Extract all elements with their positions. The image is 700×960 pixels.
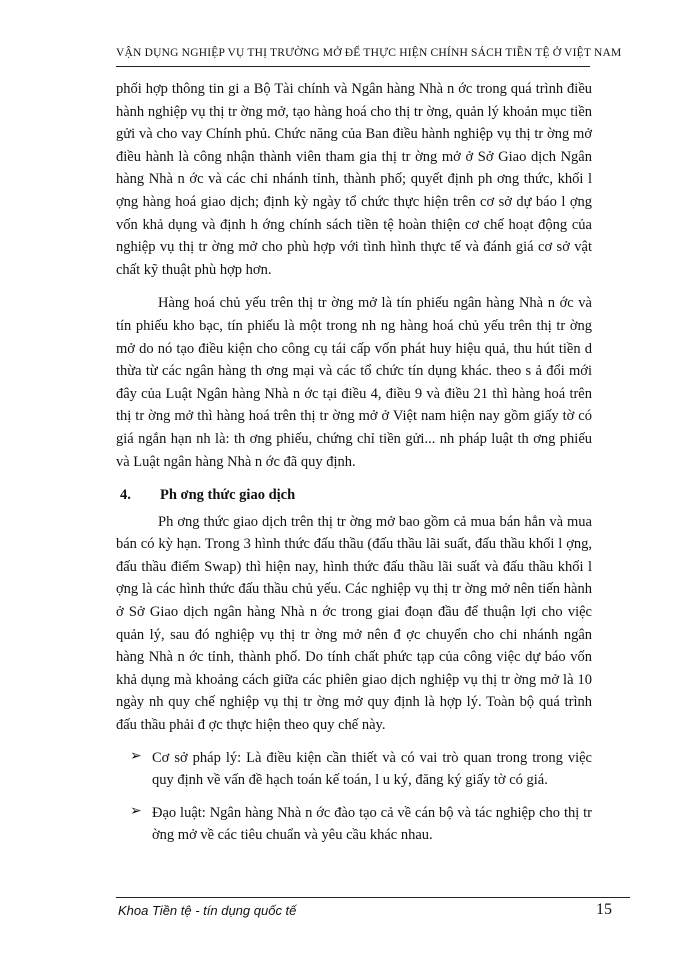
running-header: VẬN DỤNG NGHIỆP VỤ THỊ TRƯỜNG MỞ ĐỂ THỰC HIỆN CHÍNH SÁCH TIỀN TỆ Ở VIỆT NAM: [116, 47, 622, 59]
paragraph-continuation: phối hợp thông tin gi a Bộ Tài chính và Ngân hàng Nhà n ớc trong quá trình điều hành nghiệp vụ thị tr ờng mở, tạo hàng hoá cho thị tr ờng, quản lý khoản mục tiền gửi và cho vay Chính phủ. Chức năng của Ban điều hành nghiệp vụ thị tr ờng mở điều hành là công nhận thành viên tham gia thị tr ờng mở ở Sở Giao dịch Ngân hàng Nhà n ớc và các chi nhánh tỉnh, thành phố; quyết định ph ơng thức, khối l ợng hàng hoá giao dịch; định kỳ ngày tổ chức thực hiện trên cơ sở dự báo l ợng vốn khả dụng và định h ớng chính sách tiền tệ hoàn thiện cơ chế hoạt động của nghiệp vụ thị tr ờng mở cho phù hợp với tình hình thực tế và đánh giá cơ sở vật chất kỹ thuật phù hợp hơn.: [116, 81, 592, 278]
arrow-bullet-icon: ➢: [130, 748, 142, 764]
bullet-item: [116, 747, 592, 792]
header-divider: [116, 66, 590, 67]
footer-faculty: Khoa Tiền tệ - tín dụng quốc tế: [118, 903, 297, 918]
paragraph-goods: Hàng hoá chủ yếu trên thị tr ờng mở là tín phiếu ngân hàng Nhà n ớc và tín phiếu kho bạc, tín phiếu là một trong nh ng hàng hoá chủ yếu trên thị tr ờng mở do nó tạo điều kiện cho công cụ tái cấp vốn phát huy hiệu quả, thu hút tiền d thừa từ các ngân hàng th ơng mại và các tổ chức tín dụng khác. theo s ả đổi mới đây của Luật Ngân hàng Nhà n ớc tại điều 4, điều 9 và điều 21 thì hàng hoá trên thị tr ờng mở thì hàng hoá trên thị tr ờng mở ở Việt nam hiện nay gồm giấy tờ có giá ngắn hạn nh là: th ơng phiếu, chứng chỉ tiền gửi... nh pháp luật th ơng phiếu và Luật ngân hàng Nhà n ớc đã quy định.: [116, 295, 592, 470]
page-body: [116, 78, 592, 847]
page-number: 15: [596, 901, 612, 918]
arrow-bullet-icon: ➢: [130, 803, 142, 819]
bullet-text-law: Đạo luật: Ngân hàng Nhà n ớc đào tạo cả về cán bộ và tác nghiệp cho thị tr ờng mở về các tiêu chuẩn và yêu cầu khác nhau.: [152, 804, 592, 844]
bullet-text-legal-basis: Cơ sở pháp lý: Là điều kiện cần thiết và có vai trò quan trong trong việc quy định về vấn đề hạch toán kế toán, l u ký, đăng ký giấy tờ có giá.: [152, 749, 592, 789]
section-title: Ph ơng thức giao dịch: [160, 487, 296, 504]
section-number: 4.: [120, 487, 131, 504]
paragraph-trading-method: Ph ơng thức giao dịch trên thị tr ờng mở bao gồm cả mua bán hẳn và mua bán có kỳ hạn. Trong 3 hình thức đấu thầu (đấu thầu lãi suất, đấu thầu khối l ợng, đấu thầu điểm Swap) thì hiện nay, hình thức đấu thầu lãi suất và đấu thầu khối l ợng là các hình thức đấu thầu chủ yếu. Các nghiệp vụ thị tr ờng mở nên tiến hành ở Sở Giao dịch ngân hàng Nhà n ớc trong giai đoạn đầu để thuận lợi cho việc quản lý, sau đó nghiệp vụ thị tr ờng mở nên đ ợc chuyển cho chi nhánh ngân hàng Nhà n ớc tỉnh, thành phố. Do tính chất phức tạp của công việc dự báo vốn khả dụng mà khoảng cách giữa các phiên giao dịch nghiệp vụ thị tr ờng mở là 10 ngày nh quy chế nghiệp vụ thị tr ờng mở quy định là hợp lý. Toàn bộ quá trình đấu thầu phải đ ợc thực hiện theo quy chế này.: [116, 513, 592, 734]
section-heading: [116, 484, 592, 507]
bullet-item: [116, 802, 592, 847]
footer-divider: [116, 897, 630, 898]
